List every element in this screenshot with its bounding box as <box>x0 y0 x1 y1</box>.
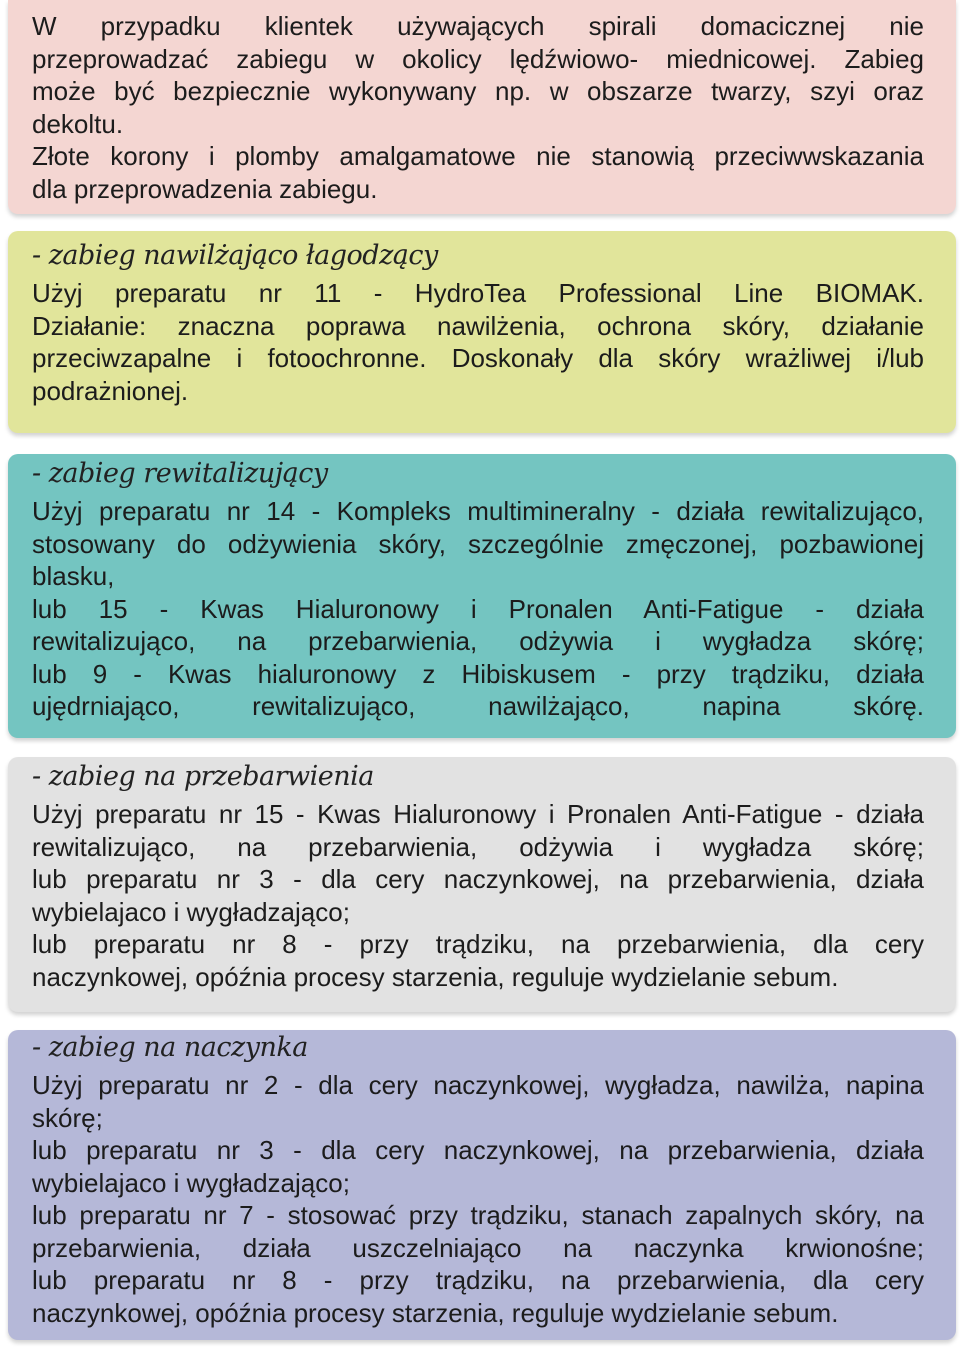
text-line: lub preparatu nr 3 - dla cery naczynkowej, na przebarwienia, działa <box>32 864 924 894</box>
text-line: może być bezpiecznie wykonywany np. w obszarze twarzy, szyi oraz <box>32 76 924 106</box>
text-line: Użyj preparatu nr 2 - dla cery naczynkowej, wygładza, nawilża, napina <box>32 1070 924 1100</box>
text-line: wybielajaco i wygładzająco; <box>32 896 350 927</box>
text-line: Złote korony i plomby amalgamatowe nie stanowią przeciwwskazania <box>32 141 924 171</box>
section-heading: - zabieg nawilżająco łagodzący <box>32 240 438 271</box>
text-line: ujędrniająco, rewitalizująco, nawilżająco, napina skórę. <box>32 691 924 721</box>
panel-body <box>32 277 924 407</box>
panel-body <box>32 798 924 993</box>
text-line: lub preparatu nr 8 - przy trądziku, na przebarwienia, dla cery <box>32 929 924 959</box>
text-line: blasku, <box>32 561 115 591</box>
panel-body <box>32 10 924 205</box>
text-line: Działanie: znaczna poprawa nawilżenia, ochrona skóry, działanie <box>32 310 924 341</box>
text-line: dekoltu. <box>32 108 124 139</box>
text-line: przebarwienia, działa uszczelniająco na naczynka krwionośne; <box>32 1232 924 1263</box>
text-line: skórę; <box>32 1102 103 1133</box>
text-line: Użyj preparatu nr 15 - Kwas Hialuronowy i Pronalen Anti-Fatigue - działa <box>32 799 924 829</box>
panel-discoloration <box>8 757 956 1012</box>
text-line: lub preparatu nr 3 - dla cery naczynkowej, na przebarwienia, działa <box>32 1135 924 1165</box>
section-heading: - zabieg na naczynka <box>32 1032 308 1063</box>
panel-body <box>32 1069 924 1329</box>
text-line: wybielajaco i wygładzająco; <box>32 1167 350 1198</box>
text-line: lub preparatu nr 7 - stosować przy trądziku, stanach zapalnych skóry, na <box>32 1200 924 1230</box>
text-line: Użyj preparatu nr 11 - HydroTea Professional Line BIOMAK. <box>32 278 924 308</box>
text-line: dla przeprowadzenia zabiegu. <box>32 173 378 204</box>
text-line: rewitalizująco, na przebarwienia, odżywia i wygładza skórę; <box>32 831 924 862</box>
text-line: stosowany do odżywienia skóry, szczególnie zmęczonej, pozbawionej <box>32 528 924 559</box>
text-line: Użyj preparatu nr 14 - Kompleks multimineralny - działa rewitalizująco, <box>32 496 924 526</box>
text-line: przeprowadzać zabiegu w okolicy lędźwiowo- miednicowej. Zabieg <box>32 43 924 74</box>
panel-contraindications <box>8 0 956 214</box>
panel-capillaries <box>8 1030 956 1340</box>
text-line: lub 15 - Kwas Hialuronowy i Pronalen Anti-Fatigue - działa <box>32 593 924 624</box>
text-line: podrażnionej. <box>32 375 189 406</box>
section-heading: - zabieg rewitalizujący <box>32 458 328 489</box>
panel-moisturizing <box>8 231 956 433</box>
text-line: naczynkowej, opóźnia procesy starzenia, reguluje wydzielanie sebum. <box>32 961 839 992</box>
text-line: rewitalizująco, na przebarwienia, odżywia i wygładza skórę; <box>32 626 924 656</box>
text-line: naczynkowej, opóźnia procesy starzenia, reguluje wydzielanie sebum. <box>32 1297 839 1328</box>
text-line: lub preparatu nr 8 - przy trądziku, na przebarwienia, dla cery <box>32 1265 924 1295</box>
text-line: W przypadku klientek używających spirali domacicznej nie <box>32 11 924 41</box>
section-heading: - zabieg na przebarwienia <box>32 761 374 792</box>
text-line: przeciwzapalne i fotoochronne. Doskonały dla skóry wrażliwej i/lub <box>32 343 924 373</box>
panel-body <box>32 495 924 723</box>
panel-revitalizing <box>8 454 956 738</box>
text-line: lub 9 - Kwas hialuronowy z Hibiskusem - przy trądziku, działa <box>32 658 924 689</box>
